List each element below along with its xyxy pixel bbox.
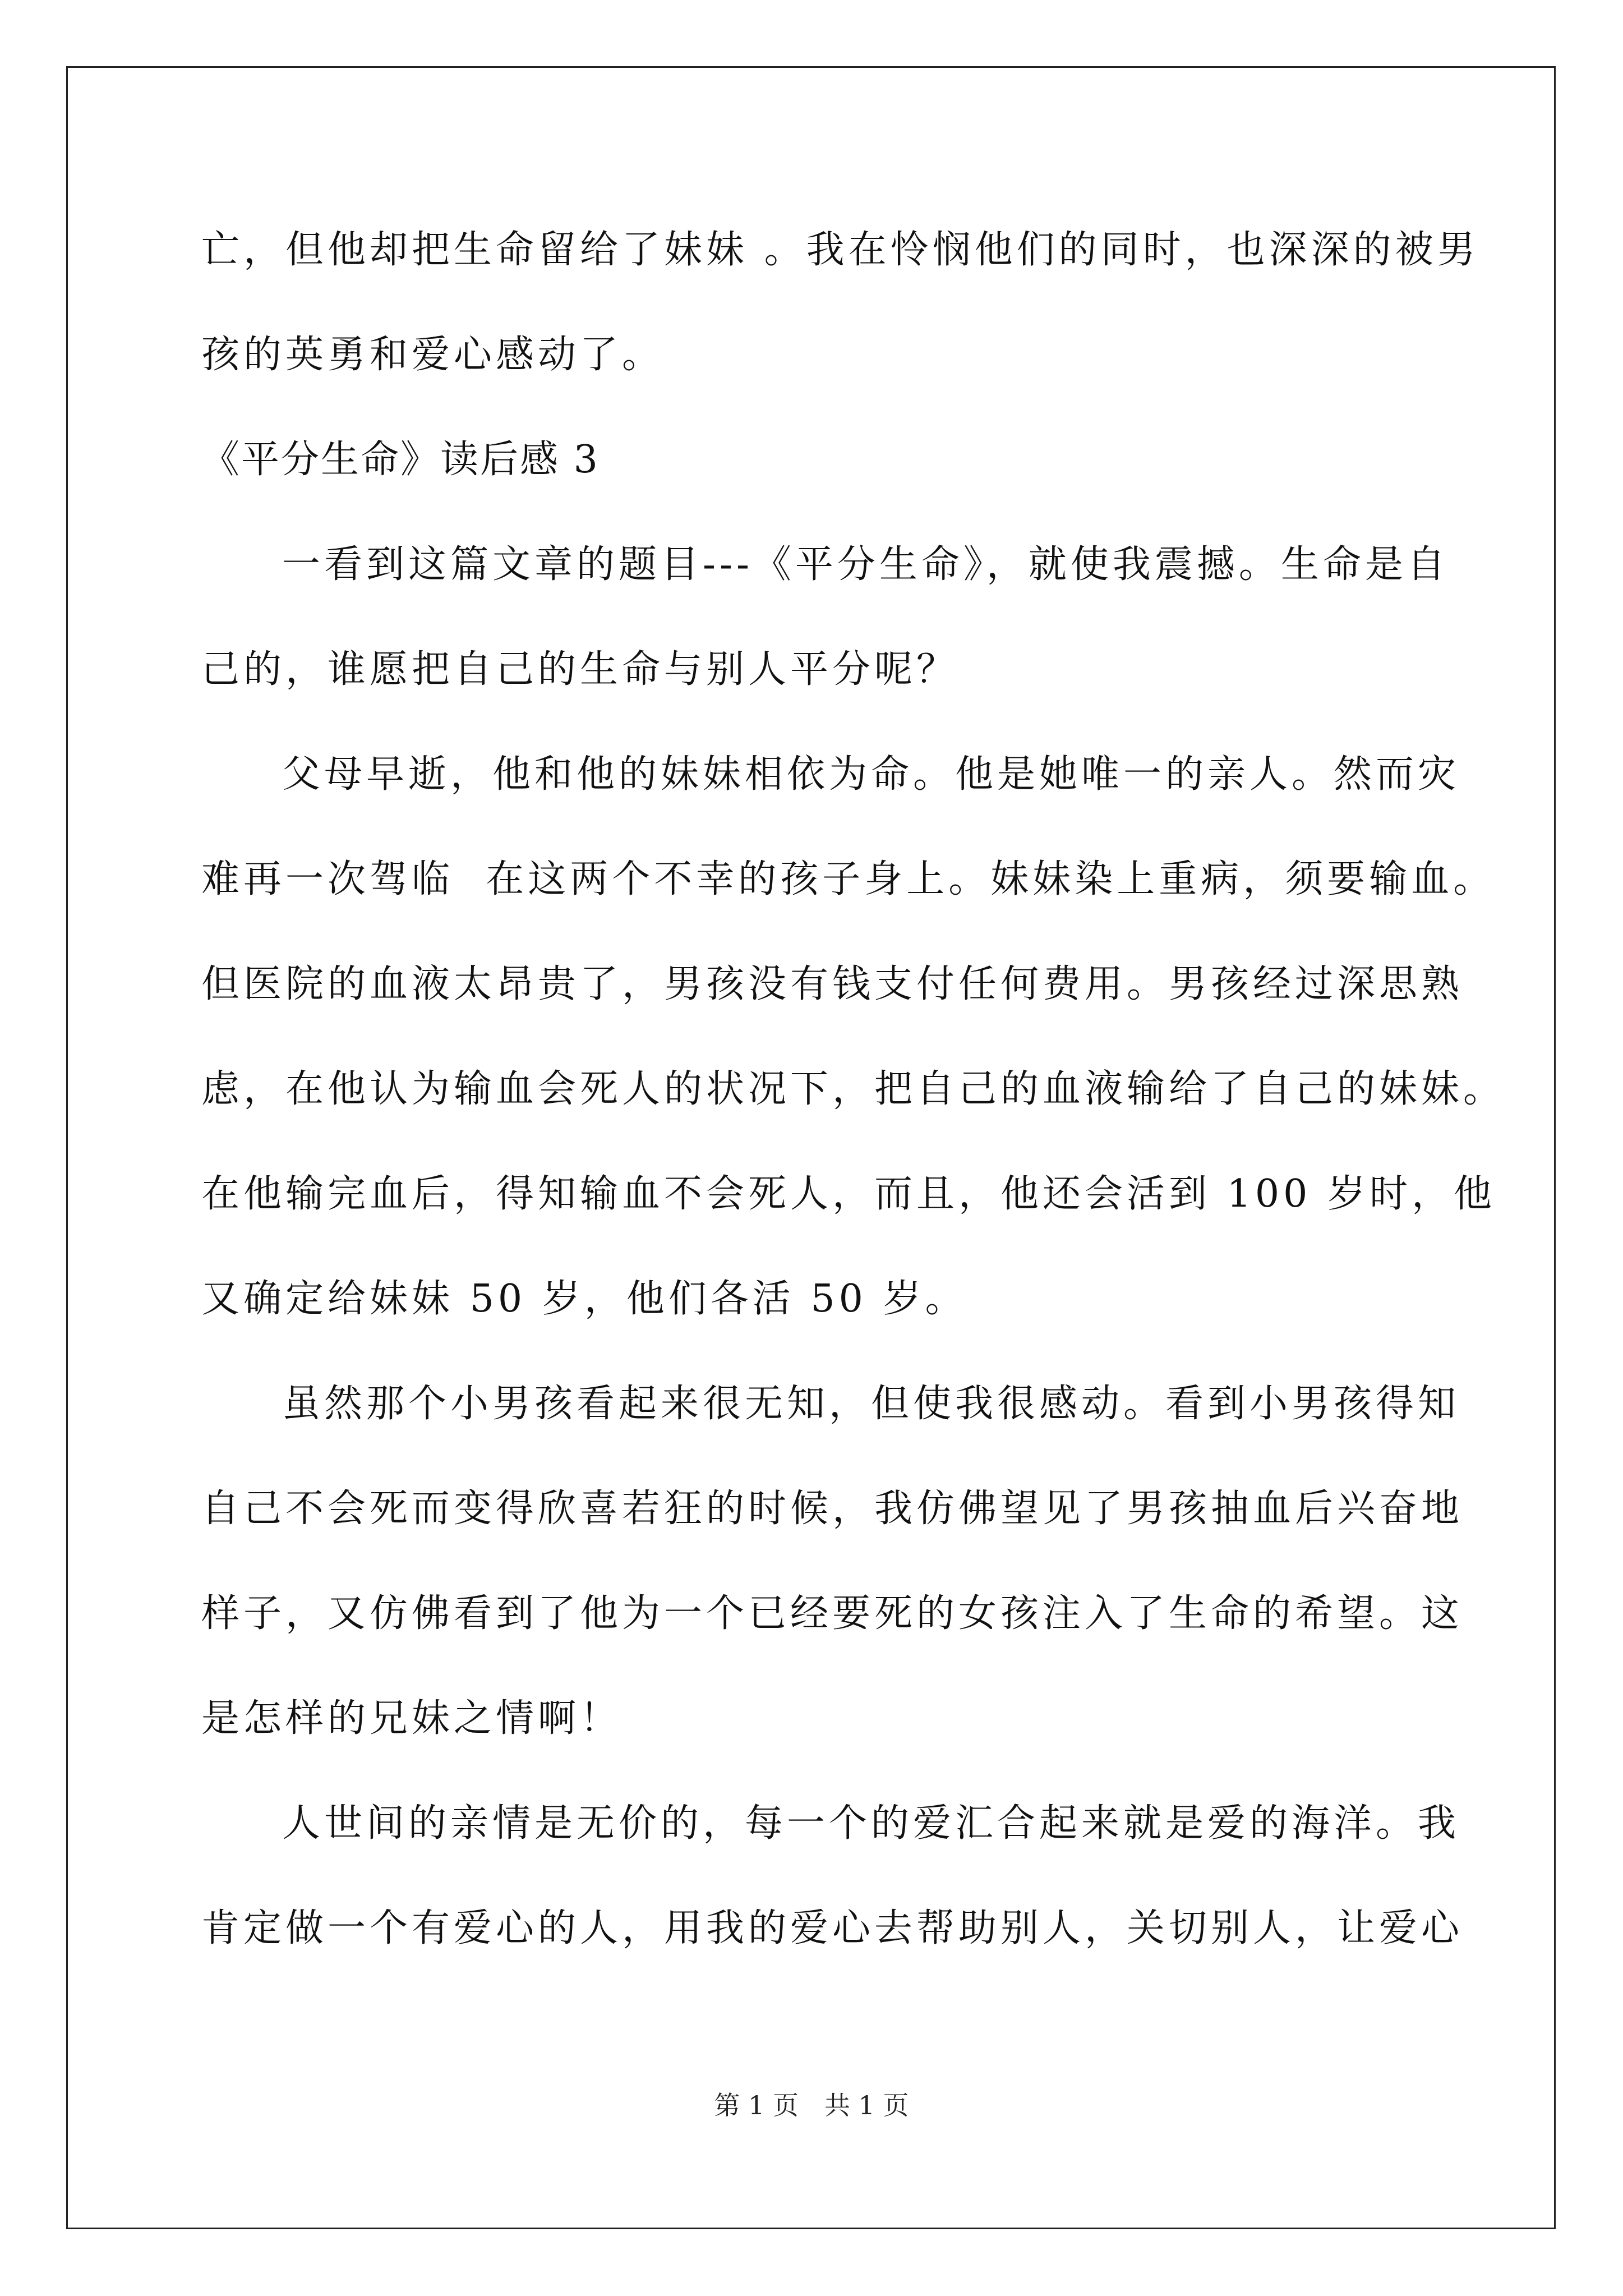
text-line: 父母早逝，他和他的妹妹相依为命。他是她唯一的亲人。然而灾 bbox=[282, 752, 1460, 797]
document-body bbox=[201, 211, 1506, 1994]
text-line: 肯定做一个有爱心的人，用我的爱心去帮助别人，关切别人，让爱心 bbox=[201, 1906, 1464, 1950]
text-line: 虑，在他认为输血会死人的状况下，把自己的血液输给了自己的妹妹。 bbox=[201, 1067, 1506, 1111]
text-line: 样子，又仿佛看到了他为一个已经要死的女孩注入了生命的希望。这 bbox=[201, 1591, 1464, 1636]
text-line: 是怎样的兄妹之情啊！ bbox=[201, 1696, 623, 1741]
text-line: 人世间的亲情是无价的，每一个的爱汇合起来就是爱的海洋。我 bbox=[282, 1801, 1460, 1846]
text-line: 亡，但他却把生命留给了妹妹 。我在怜悯他们的同时，也深深的被男 bbox=[201, 228, 1479, 272]
text-line: 但医院的血液太昂贵了，男孩没有钱支付任何费用。男孩经过深思熟 bbox=[201, 962, 1464, 1006]
text-line: 难再一次驾临 在这两个不幸的孩子身上。妹妹染上重病，须要输血。 bbox=[201, 857, 1496, 901]
text-line: 自己不会死而变得欣喜若狂的时候，我仿佛望见了男孩抽血后兴奋地 bbox=[201, 1487, 1464, 1531]
text-line: 虽然那个小男孩看起来很无知，但使我很感动。看到小男孩得知 bbox=[282, 1382, 1460, 1426]
text-line: 己的，谁愿把自己的生命与别人平分呢？ bbox=[201, 647, 959, 692]
text-line: 在他输完血后，得知输血不会死人，而且，他还会活到 100 岁时，他 bbox=[201, 1172, 1496, 1216]
section-heading: 《平分生命》读后感 3 bbox=[201, 438, 600, 482]
page-number-footer: 第 1 页 共 1 页 bbox=[714, 2090, 909, 2120]
text-line: 孩的英勇和爱心感动了。 bbox=[201, 333, 665, 377]
text-line: 又确定给妹妹 50 岁，他们各活 50 岁。 bbox=[201, 1277, 967, 1321]
text-line: 一看到这篇文章的题目---《平分生命》，就使我震撼。生命是自 bbox=[282, 542, 1449, 587]
